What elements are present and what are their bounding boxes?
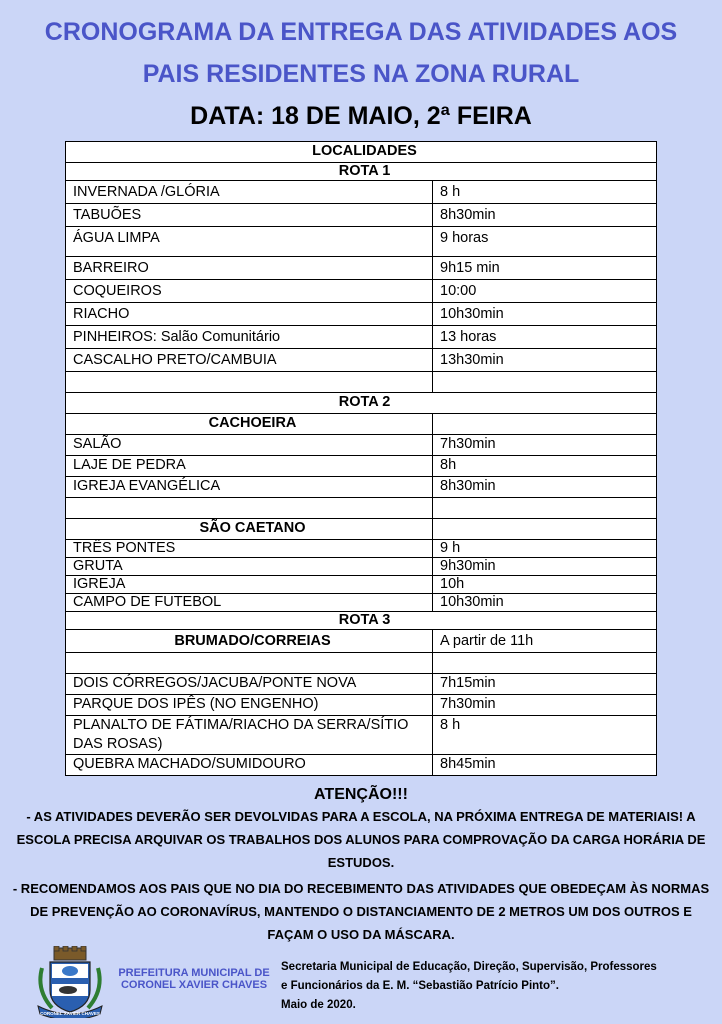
place-cell: IGREJA EVANGÉLICA <box>66 477 433 498</box>
secretaria-signature <box>281 958 711 1015</box>
place-cell: CASCALHO PRETO/CAMBUIA <box>66 349 433 372</box>
sao-caetano-label: SÃO CAETANO <box>199 520 306 536</box>
prefeitura-line-1: PREFEITURA MUNICIPAL DE <box>118 967 270 979</box>
place-cell: RIACHO <box>66 303 433 326</box>
time-cell: 8 h <box>433 716 657 755</box>
table-row <box>66 755 657 776</box>
prefeitura-line-2: CORONEL XAVIER CHAVES <box>120 979 268 991</box>
empty-row <box>66 372 657 393</box>
crest-ribbon-text: CORONEL XAVIER CHAVES <box>40 1011 100 1016</box>
table-row <box>66 594 657 612</box>
time-cell: 7h15min <box>433 674 657 695</box>
attention-heading: ATENÇÃO!!! <box>314 786 408 803</box>
time-cell: 8h45min <box>433 755 657 776</box>
rota1-header: ROTA 1 <box>66 163 657 181</box>
table-row <box>66 477 657 498</box>
table-row <box>66 257 657 280</box>
brumado-time: A partir de 11h <box>433 630 657 653</box>
time-cell: 9h15 min <box>433 257 657 280</box>
place-cell: COQUEIROS <box>66 280 433 303</box>
time-cell: 7h30min <box>433 435 657 456</box>
table-row <box>66 280 657 303</box>
time-cell: 8h30min <box>433 204 657 227</box>
table-row <box>66 435 657 456</box>
rota3-header: ROTA 3 <box>66 612 657 630</box>
notice-paragraph-2: - RECOMENDAMOS AOS PAIS QUE NO DIA DO RECEBIMENTO DAS ATIVIDADES QUE OBEDEÇAM ÀS NORMAS DE PREVENÇÃO AO CORONAVÍRUS, MANTENDO O DISTANCIAMENTO DE 2 METROS UM DOS OUTROS E FAÇAM O USO DA MÁSCARA. <box>12 881 710 942</box>
time-cell: 7h30min <box>433 695 657 716</box>
time-cell: 13 horas <box>433 326 657 349</box>
place-cell: PINHEIROS: Salão Comunitário <box>66 326 433 349</box>
table-row <box>66 227 657 257</box>
cachoeira-subheader <box>66 414 433 435</box>
table-row <box>66 576 657 594</box>
brumado-label: BRUMADO/CORREIAS <box>174 633 331 649</box>
place-cell: PLANALTO DE FÁTIMA/RIACHO DA SERRA/SÍTIO DAS ROSAS) <box>66 716 433 755</box>
table-row <box>66 204 657 227</box>
table-row <box>66 303 657 326</box>
place-cell: DOIS CÓRREGOS/JACUBA/PONTE NOVA <box>66 674 433 695</box>
place-cell: IGREJA <box>66 576 433 594</box>
table-row <box>66 716 657 755</box>
time-cell: 10h30min <box>433 594 657 612</box>
title-line-2: PAIS RESIDENTES NA ZONA RURAL <box>142 60 580 88</box>
date-heading: DATA: 18 DE MAIO, 2ª FEIRA <box>190 102 532 130</box>
title-line-1: CRONOGRAMA DA ENTREGA DAS ATIVIDADES AOS <box>44 18 678 46</box>
table-row <box>66 695 657 716</box>
rota2-header: ROTA 2 <box>66 393 657 414</box>
table-row <box>66 456 657 477</box>
time-cell: 10:00 <box>433 280 657 303</box>
table-row <box>66 326 657 349</box>
place-cell: PARQUE DOS IPÊS (NO ENGENHO) <box>66 695 433 716</box>
place-cell: LAJE DE PEDRA <box>66 456 433 477</box>
schedule-table <box>65 141 657 776</box>
secretaria-line-2: e Funcionários da E. M. “Sebastião Patrício Pinto”. <box>281 980 559 992</box>
time-cell: 8h <box>433 456 657 477</box>
time-cell: 8h30min <box>433 477 657 498</box>
brumado-subheader <box>66 630 433 653</box>
table-row <box>66 181 657 204</box>
sao-caetano-subheader <box>66 519 433 540</box>
time-cell: 8 h <box>433 181 657 204</box>
municipal-crest-icon <box>34 946 106 1018</box>
secretaria-line-3: Maio de 2020. <box>281 999 356 1011</box>
place-cell: CAMPO DE FUTEBOL <box>66 594 433 612</box>
notice-paragraph-1: - AS ATIVIDADES DEVERÃO SER DEVOLVIDAS PARA A ESCOLA, NA PRÓXIMA ENTREGA DE MATERIAIS! A ESCOLA PRECISA ARQUIVAR OS TRABALHOS DOS ALUNOS PARA COMPROVAÇÃO DA CARGA HORÁRIA DE ESTUDOS. <box>16 809 706 870</box>
table-row <box>66 674 657 695</box>
time-cell: 9h30min <box>433 558 657 576</box>
place-cell: INVERNADA /GLÓRIA <box>66 181 433 204</box>
place-cell: BARREIRO <box>66 257 433 280</box>
secretaria-line-1: Secretaria Municipal de Educação, Direção, Supervisão, Professores <box>281 961 657 973</box>
localidades-header: LOCALIDADES <box>66 142 657 163</box>
table-row <box>66 349 657 372</box>
time-cell: 9 h <box>433 540 657 558</box>
place-cell: QUEBRA MACHADO/SUMIDOURO <box>66 755 433 776</box>
time-cell: 13h30min <box>433 349 657 372</box>
place-cell: TABUÕES <box>66 204 433 227</box>
table-row <box>66 558 657 576</box>
empty-row <box>66 653 657 674</box>
place-cell: ÁGUA LIMPA <box>66 227 433 257</box>
time-cell: 10h30min <box>433 303 657 326</box>
table-row <box>66 540 657 558</box>
place-cell: GRUTA <box>66 558 433 576</box>
time-cell: 9 horas <box>433 227 657 257</box>
cachoeira-label: CACHOEIRA <box>208 415 297 431</box>
place-cell: SALÃO <box>66 435 433 456</box>
place-cell: TRÊS PONTES <box>66 540 433 558</box>
empty-row <box>66 498 657 519</box>
prefeitura-label <box>114 967 274 991</box>
time-cell: 10h <box>433 576 657 594</box>
